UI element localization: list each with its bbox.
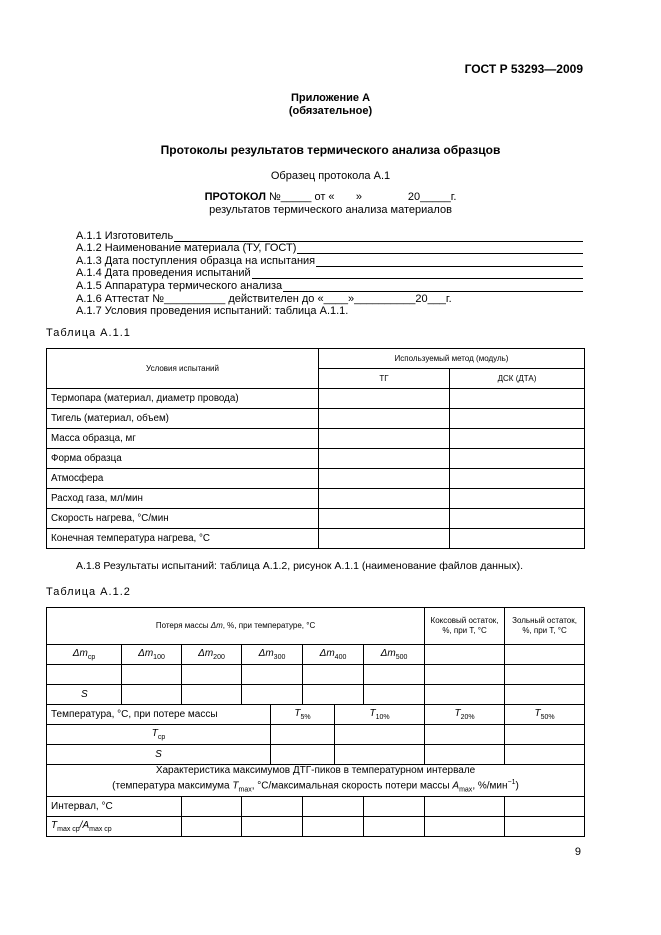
tcp-row: $T_{ср}$ <box>47 725 585 745</box>
page-title: Протоколы результатов термического анализа образцов <box>160 143 501 157</box>
dm-header-row: $\Delta m_{ср}$ $\Delta m_{100}$ $\Delta m_{200}$ $\Delta m_{300}$ $\Delta m_{400}$ $\Delta m_{500}$ <box>47 645 585 665</box>
protocol-fields <box>76 229 583 317</box>
header-mass-loss: Потеря массы Δm, %, при температуре, °С <box>47 608 425 645</box>
temp-header-row: Температура, °С, при потере массы $T_{5\%}$ $T_{10\%}$ $T_{20\%}$ $T_{50\%}$ <box>47 705 585 725</box>
field-receipt-date: А.1.3 Дата поступления образца на испытания <box>76 254 583 267</box>
field-test-date: А.1.4 Дата проведения испытаний <box>76 267 583 280</box>
fill-line <box>252 268 583 279</box>
annex-title: Приложение А <box>290 92 371 104</box>
dtg-header-row: Характеристика максимумов ДТГ-пиков в температурном интервале (температура максимума $T_{max}$, °С/максимальная скорость потери массы $A_{max}$, %/мин$^{-1}$) <box>47 765 585 797</box>
header-coke-residue: Коксовый остаток, %, при Т, °С <box>425 608 505 645</box>
protocol-line-1 <box>0 191 661 204</box>
field-certificate: А.1.6 Аттестат №__________ действителен до «____»__________20___г. <box>76 292 452 305</box>
header-tg: ТГ <box>319 369 450 389</box>
fill-line <box>316 256 583 267</box>
results-note: А.1.8 Результаты испытаний: таблица А.1.2, рисунок А.1.1 (наименование файлов данных). <box>76 560 523 572</box>
table-row <box>47 665 585 685</box>
annex-status: (обязательное) <box>288 105 373 117</box>
table-row: Скорость нагрева, °С/мин <box>47 509 585 529</box>
table-a12 <box>46 607 585 837</box>
table-row: Термопара (материал, диаметр провода) <box>47 389 585 409</box>
s-row: S <box>47 685 585 705</box>
protocol-line-2: результатов термического анализа материалов <box>209 204 452 216</box>
ratio-row: $T_{max ср}/A_{max ср}$ <box>47 817 585 837</box>
table-row: Атмосфера <box>47 469 585 489</box>
table-row: Форма образца <box>47 449 585 469</box>
field-apparatus: А.1.5 Аппаратура термического анализа <box>76 279 583 292</box>
field-material-name: А.1.2 Наименование материала (ТУ, ГОСТ) <box>76 242 583 255</box>
header-method: Используемый метод (модуль) <box>319 349 585 369</box>
protocol-number-date: №_____ от « » 20_____г. <box>265 191 457 203</box>
table-row: Масса образца, мг <box>47 429 585 449</box>
sample-caption: Образец протокола А.1 <box>270 170 391 182</box>
header-dsc: ДСК (ДТА) <box>450 369 585 389</box>
field-manufacturer: А.1.1 Изготовитель <box>76 229 583 242</box>
table-row: Конечная температура нагрева, °С <box>47 529 585 549</box>
interval-row: Интервал, °С <box>47 797 585 817</box>
table-row: Расход газа, мл/мин <box>47 489 585 509</box>
table-a11 <box>46 348 585 549</box>
fill-line <box>174 231 583 242</box>
fill-line <box>283 281 583 292</box>
document-code: ГОСТ Р 53293—2009 <box>464 62 583 76</box>
header-conditions: Условия испытаний <box>47 349 319 389</box>
field-test-conditions: А.1.7 Условия проведения испытаний: таблица А.1.1. <box>76 305 349 318</box>
page-number: 9 <box>574 846 581 858</box>
annex-heading <box>0 92 661 118</box>
table-caption-a11: Таблица А.1.1 <box>46 327 131 339</box>
table-caption-a12: Таблица А.1.2 <box>46 586 131 598</box>
fill-line <box>297 243 583 254</box>
s-temp-row: S <box>47 745 585 765</box>
protocol-heading <box>0 191 661 217</box>
table-row: Тигель (материал, объем) <box>47 409 585 429</box>
header-ash-residue: Зольный остаток, %, при Т, °С <box>505 608 585 645</box>
protocol-word: ПРОТОКОЛ <box>204 191 266 203</box>
